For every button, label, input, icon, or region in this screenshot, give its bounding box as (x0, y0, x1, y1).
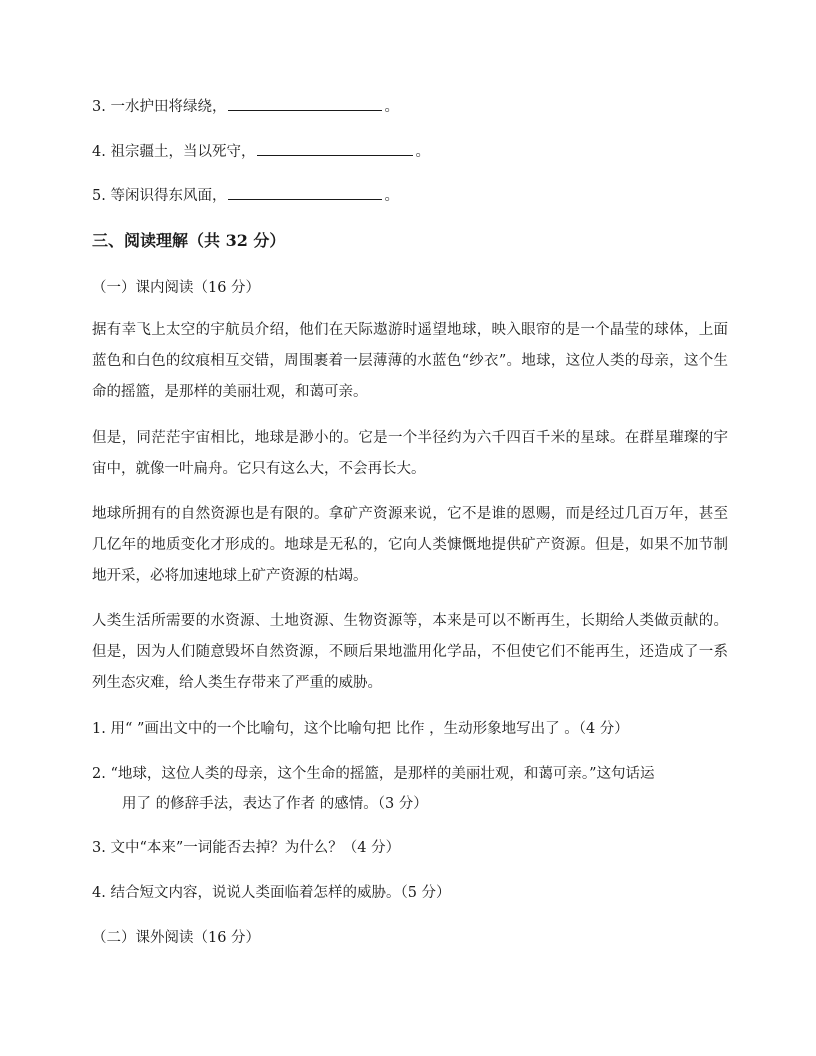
fill-item-5-text: 5. 等闲识得东风面， (92, 188, 227, 204)
question-1: 1. 用“ ”画出文中的一个比喻句，这个比喻句把 比作 ，生动形象地写出了 。（4 分） (92, 721, 629, 737)
fill-item-3-text: 3. 一水护田将绿绕， (92, 99, 227, 115)
fill-item-4-blank[interactable] (257, 141, 413, 156)
question-3: 3. 文中“本来”一词能否去掉？为什么？（4 分） (92, 840, 401, 856)
question-2-line-1: 2. “地球，这位人类的母亲，这个生命的摇篮，是那样的美丽壮观，和蔼可亲。”这句话运 (92, 766, 655, 782)
passage-paragraph-2: 但是，同茫茫宇宙相比，地球是渺小的。它是一个半径约为六千四百千米的星球。在群星璀璨的宇宙中，就像一叶扁舟。它只有这么大，不会再长大。 (92, 430, 728, 477)
fill-item-5-blank[interactable] (228, 185, 382, 200)
fill-item-5 (92, 185, 399, 206)
fill-item-4-text: 4. 祖宗疆土，当以死守， (92, 144, 256, 160)
question-2-line-2: 用了 的修辞手法，表达了作者 的感情。（3 分） (122, 796, 428, 812)
passage-paragraph-3: 地球所拥有的自然资源也是有限的。拿矿产资源来说，它不是谁的恩赐，而是经过几百万年，甚至几亿年的地质变化才形成的。地球是无私的，它向人类慷慨地提供矿产资源。但是，如果不加节制地开采，必将加速地球上矿产资源的枯竭。 (92, 506, 728, 584)
question-4: 4. 结合短文内容，说说人类面临着怎样的威胁。（5 分） (92, 885, 451, 901)
fill-item-4-end: 。 (415, 144, 430, 160)
fill-item-4 (92, 141, 430, 162)
passage-paragraph-1: 据有幸飞上太空的宇航员介绍，他们在天际遨游时遥望地球，映入眼帘的是一个晶莹的球体，上面蓝色和白色的纹痕相互交错，周围裹着一层薄薄的水蓝色“纱衣”。地球，这位人类的母亲，这个生命的摇篮，是那样的美丽壮观，和蔼可亲。 (92, 322, 728, 400)
fill-item-3 (92, 96, 399, 117)
section-heading: 三、阅读理解（共 32 分） (92, 231, 286, 250)
part2-title: （二）课外阅读（16 分） (92, 930, 261, 946)
part1-title: （一）课内阅读（16 分） (92, 280, 261, 296)
fill-item-5-end: 。 (384, 188, 399, 204)
passage-paragraph-4: 人类生活所需要的水资源、土地资源、生物资源等，本来是可以不断再生，长期给人类做贡献的。但是，因为人们随意毁坏自然资源，不顾后果地滥用化学品，不但使它们不能再生，还造成了一系列生态灾难，给人类生存带来了严重的威胁。 (92, 613, 728, 691)
fill-item-3-end: 。 (384, 99, 399, 115)
fill-item-3-blank[interactable] (228, 96, 382, 111)
